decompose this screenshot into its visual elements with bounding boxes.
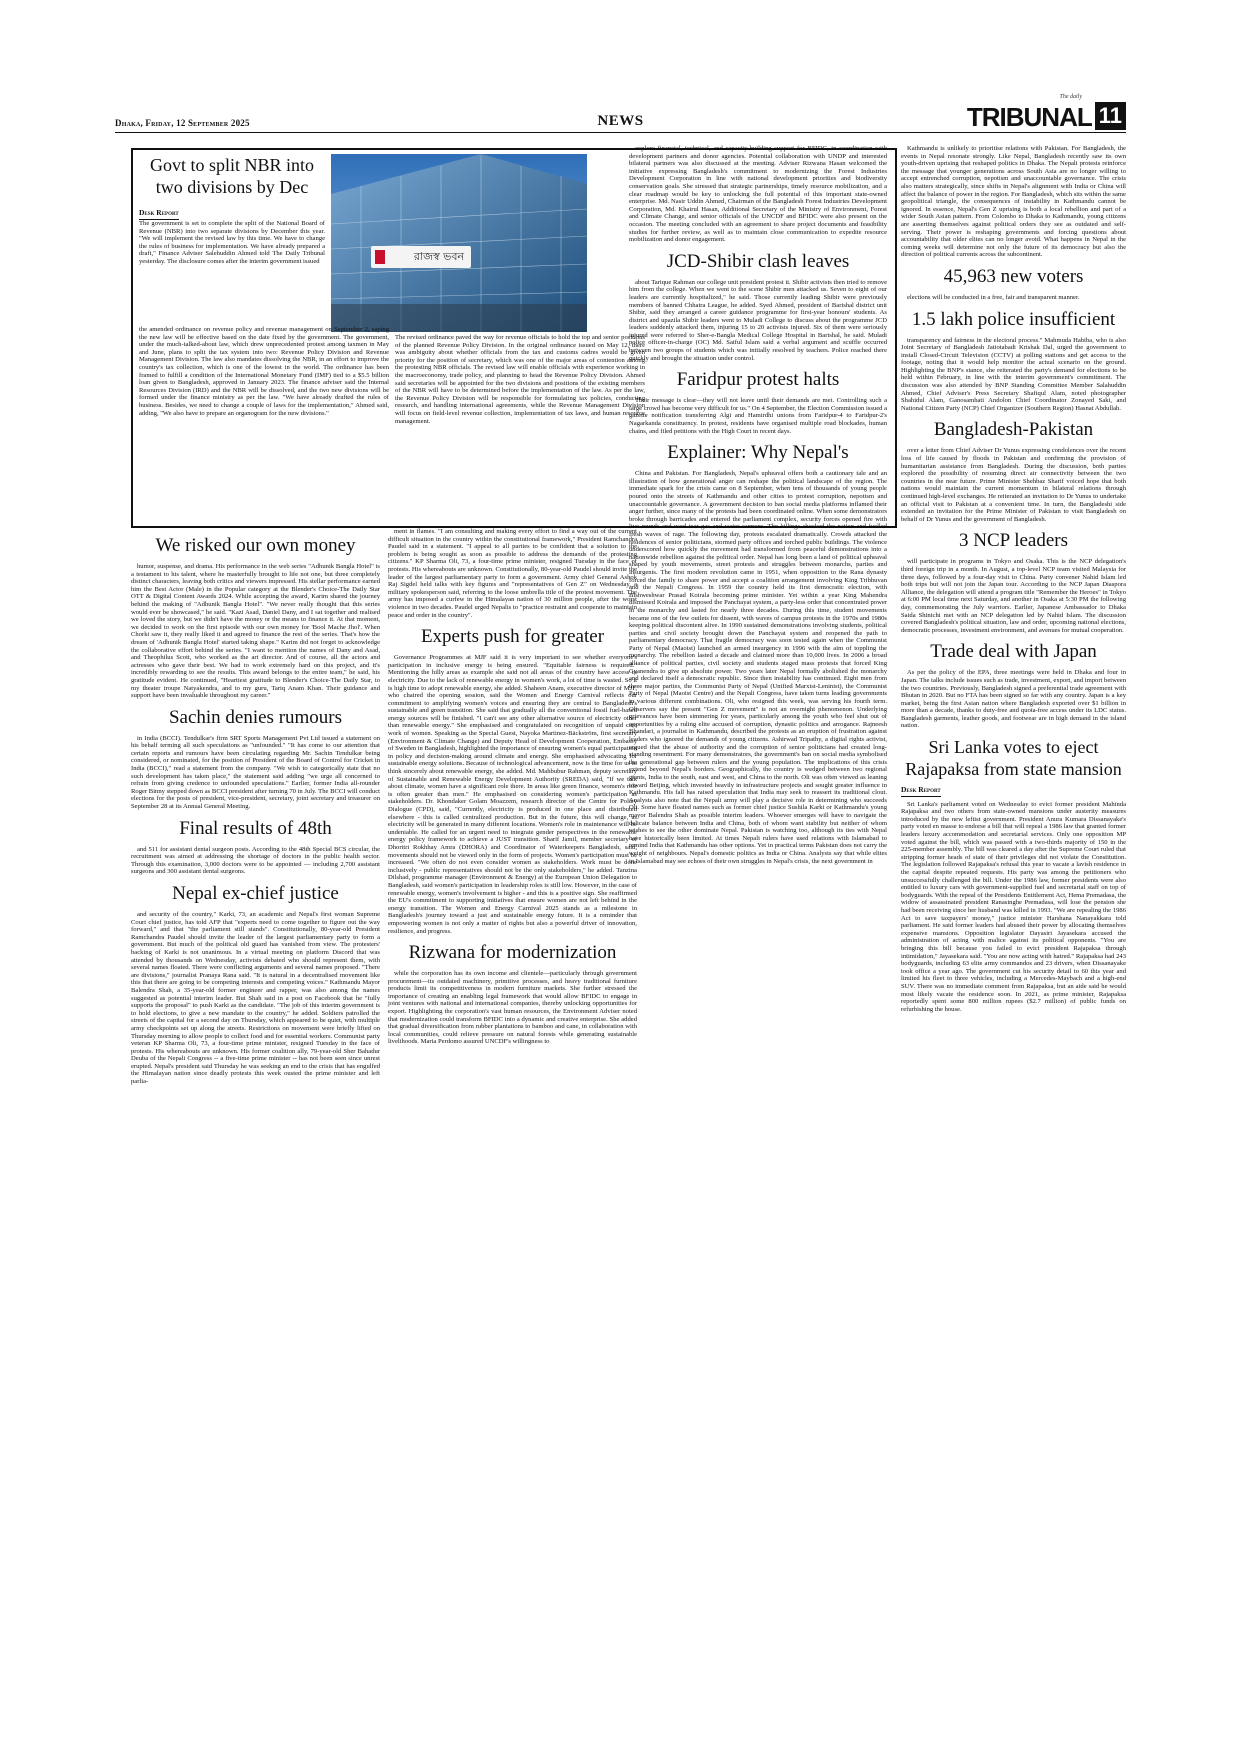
logo-tagline: The daily	[1059, 94, 1082, 100]
page-number: 11	[1095, 102, 1126, 130]
nbr-building-photo	[331, 154, 587, 332]
headline: Experts push for greater	[420, 626, 605, 648]
headline: 1.5 lakh police insufficient	[911, 308, 1116, 330]
newspaper-logo	[966, 94, 1126, 132]
headline: 45,963 new voters	[943, 265, 1084, 287]
column-3	[629, 145, 887, 865]
article-text: Governance Programmes at MJF said it is very important to see whether everyone's participation in inclusive energy is being ensured. "Equitable fairness is required." Mentioning the hilly areas as example she said not all areas of the country have access to electricity. Due to the lack of renewable energy in women's work, a lot of time is wasted. So it is high time to adopt renewable energy, she added. Shaheen Anam, executive director of MJF, who chaired the opening session, said the Women and Energy Carnival reflects our commitment to amplifying women's voices and ensuring they are central to Bangladesh's sustainable and green transition. She said that gradually all the conventional fossil fuel-based energy sources will be finished. "I can't see any other alternative source of electricity other than renewable energy." She emphasised and congratulated on recognition of unpaid care work of women. Speaking as the Special Guest, Nayoka Martinez-Bäckström, first secretary (Environment & Climate Change) and Deputy Head of Development Cooperation, Embassy of Sweden in Bangladesh, highlighted the importance of ensuring women's equal participation in policy and decision-making around climate and energy. She emphasised advocating for sustainable energy solutions. Because of technological advancement, now is the time for us to think sincerely about renewable energy, she added. Md. Mahbubur Rahman, deputy secretary of Sustainable and Renewable Energy Development Authority (SREDA) said, "If we talk about climate, women have a significant role there. In areas like green finance, women's role is often greater than men." He emphasised on considering women's participation as stakeholders. Dr. Khondaker Golam Moazzem, research director of the Centre for Policy Dialogue (CPD), said, "Currently, electricity is produced in one place and distributed elsewhere - this is called centralized production. But in the future, this will change, as electricity will be generated in many different locations. Women's role in maintenance will be undeniable. He called for an urgent need to integrate gender perspectives in the renewable energy policy framework to achieve a JUST transition. Sharif Jamil, member secretary of Dhoritri Rokhhay Amra (DHORA) and Coordinator of Waterkeepers Bangladesh, said, movements should not be viewed only in the form of projects. Women's participation must be increased. "We often do not even consider women as stakeholders. Work must be done inclusively - public representatives should not be the only stakeholders," he added. Tanzina Dilshad, programme manager (Environment & Energy) at the European Union Delegation to Bangladesh, said women's participation in leadership roles is still low. However, in the case of renewable energy, women's involvement is higher - and this is a positive sign. She reaffirmed the EU's commitment to supporting initiatives that ensure women are not left behind in the energy transition. The Women and Energy Carnival 2025 stands as a milestone in Bangladesh's journey toward a just and sustainable energy future. It is a reminder that empowering women is not only a matter of rights but also a powerful driver of innovation, resilience, and progress.	[388, 654, 637, 935]
article-text: ment in flames. "I am consulting and making every effort to find a way out of the current difficult situation in the country within the constitutional framework," President Ramchandra Paudel said in a statement. "I appeal to all parties to be confident that a solution to the problem is being sought as soon as possible to address the demands of the protesting citizens." KP Sharma Oli, 73, a four-time prime minister, resigned Tuesday in the face of protests. His whereabouts are unknown. Constitutionally, 80-year-old Paudel should invite the leader of the largest parliamentary party to form a government. Army chief General Ashok Raj Sigdel held talks with key figures and "representatives of Gen Z" on Wednesday, a military spokesperson said, referring to the loose umbrella title of the protest movement. The army has imposed a curfew in the Himalayan nation of 30 million people, after the worst violence in two decades. Paudel urged Nepalis to "practice restraint and cooperate to maintain peace and order in the country".	[388, 528, 637, 619]
column-4	[901, 145, 1126, 1013]
article-text: explore financial, technical, and capacity-building support for BFIDC, in coordination with development partners and donor agencies. Potential collaboration with UNDP and interested bilateral partners was also discussed at the meeting. Adviser Rizwana Hasan welcomed the initiative expressing Bangladesh's commitment to modernizing the Forest Industries Development Corporation in line with national development priorities and biodiversity conservation goals. She stressed that strategic partnerships, timely resource mobilization, and a clear roadmap would be key to unlocking the full potential of this important state-owned enterprise. Md. Nasir Uddin Ahmed, Chairman of the Bangladesh Forest Industries Development Corporation, Md. Khairul Hasan, Additional Secretary of the Ministry of Environment, Forest and Climate Change, and senior officials of the UNCDF and BFIDC were also present on the occasion. The meeting concluded with an agreement to share project documents and feasibility studies for further review, as well as to maintain close communication to expedite resource mobilization and donor engagement.	[629, 145, 887, 244]
headline: Trade deal with Japan	[930, 641, 1097, 663]
article-text: while the corporation has its own income and clientele—particularly through government procurement—its outdated machinery, primitive processes, and heavy traditional furniture products limit its competitiveness in modern furniture markets. She further stressed the importance of creating an enabling legal framework that would allow BFIDC to engage in joint ventures with national and international companies, thereby unlocking opportunities for export. Highlighting the corporation's vast human resources, the Environment Adviser noted that modernization could transform BFIDC into a dynamic and creative enterprise. She added that gradual diversification from rubber plantations to bamboo and cane, in collaboration with local communities, could relieve pressure on natural forests while generating sustainable livelihoods. Maria Perdomo assured UNCDF's willingness to	[388, 970, 637, 1046]
lead-body-1: The government is set to complete the split of the National Board of Revenue (NBR) into two separate divisions by December this year. "We will implement the revised law by this time. We have to change the rules of business for implementation. We have already prepared a draft," Finance Adviser Salehuddin Ahmed told The Daily Tribunal yesterday. The disclosure comes after the interim government issued	[139, 220, 325, 265]
byline: Desk Report	[901, 786, 941, 797]
section-title: NEWS	[597, 113, 644, 129]
headline: We risked our own money	[155, 535, 356, 556]
article-text: about Tarique Rahman our college unit president protest it. Shibir activists then tried to remove him from the college. When we went to the scene Shibir men attacked us. Seven to eight of our leaders are currently hospitalized," he said. Those currently leading Shibir were previously members of banned Chhatra League, he added. Syed Ahmed, president of Barishal district unit Shibir, said they arranged a career guidance programme for first-year honours' students. As district and upazila Shibir leaders went to Muladi College to discuss about the programme JCD leaders suddenly attacked them, injuring 15 to 20 activists injured. Six of them were seriously injured were referred to Sher-e-Bangla Medical College Hospital in Barishal, he said. Muladi police officer-in-charge (OC) Md. Saiful Islam said a verbal argument and scuffle occurred between two groups of students which was initially resolved by teachers. Police reached there quickly and brought the situation under control.	[629, 278, 887, 362]
headline: Explainer: Why Nepal's	[667, 442, 849, 464]
headline: Final results of 48th	[179, 817, 332, 839]
headline: Rizwana for modernization	[408, 942, 617, 964]
article-text: Kathmandu is unlikely to prioritise relations with Pakistan. For Bangladesh, the events in Nepal resonate strongly. Like Nepal, Bangladesh recently saw its own youth-driven uprising that reshaped politics in Dhaka. The Nepali protests reinforce the message that younger generations across South Asia are no longer willing to accept entrenched corruption, nepotism and unaccountable governance. The crisis also matters strategically, since shifts in Nepal's alignment with India or China will affect the balance of power in the region. For Bangladesh, which sits within the same geopolitical triangle, the consequences of instability in Kathmandu cannot be ignored. In essence, Nepal's Gen Z uprising is both a local rebellion and part of a wider South Asian pattern. From Colombo to Dhaka to Kathmandu, young citizens are asserting themselves against political orders they see as outdated and self-serving. Their power is reshaping governments and forcing questions about accountability that older elites can no longer avoid. What happens in Nepal in the coming weeks will determine not only the future of its democracy but also the direction of political currents across the subcontinent.	[901, 145, 1126, 259]
headline: Faridpur protest halts	[676, 369, 840, 391]
article-text: Sri Lanka's parliament voted on Wednesday to evict former president Mahinda Rajapaksa and two others from state-owned mansions under austerity measures introduced by the new leftist government. President Anura Kumara Dissanayake's party voted en masse to endorse a bill that will repeal a 1986 law that granted former leaders luxury accommodation and secretarial services. Only one opposition MP voted against the bill, which was passed with a two-thirds majority of 150 in the 225-member assembly. The bill was cleared a day after the Supreme Court ruled that stripping former heads of state of their privileges did not violate the Constitution. The legislation followed Rajapaksa's refusal this year to vacate a lavish residence in the capital despite repeated requests. His party was among the petitioners who unsuccessfully challenged the bill. Under the 1986 law, former presidents were also entitled to luxury cars with government-supplied fuel and secretarial staff on top of bodyguards. With the repeal of the Presidents Entitlement Act, Hema Premadasa, the widow of assassinated president Ranasinghe Premadasa, will lose the pension she had been receiving since her husband was killed in 1993. "We are repealing the 1986 Act to save taxpayers' money," justice minister Harshana Nanayakkara told parliament. He said former leaders had abused their power by allocating themselves expensive mansions. Opposition legislator Dayasiri Jayasekara accused the administration of acting with malice against its political opponents. "You are bringing this bill because you failed to evict president Rajapaksa through intimidation," Jayasekara said. "You are now acting with hatred." Rajapaksa had 243 bodyguards, including 63 elite army commandos and 23 drivers, when Dissanayake took office a year ago. The government cut his security detail to 60 this year and limited his fleet to three vehicles, including a Mercedes-Maybach and a high-end SUV. There was no immediate comment from Rajapaksa, but an aide said he would most likely vacate the residence soon. In 2021, as prime minister, Rajapaksa reportedly spent some 800 million rupees ($2.7 million) of public funds on refurbishing the house.	[901, 800, 1126, 1013]
column-1	[131, 528, 380, 1086]
logo-name: TRIBUNAL	[966, 102, 1092, 132]
lead-headline: Govt to split NBR into two divisions by Dec	[149, 155, 315, 197]
article-text: Their message is clear—they will not leave until their demands are met. Controlling such a large crowd has become very difficult for us." On 4 September, the Election Commission issued a gazette notification transferring Algi and Hamirdhi unions from Faridpur-4 to Faridpur-2's Nagarkanda constituency. In protest, residents have organised multiple road blockades, human chains, and filed petitions with the High Court in recent days.	[629, 397, 887, 435]
article-text: China and Pakistan. For Bangladesh, Nepal's upheaval offers both a cautionary tale and an illustration of how generational anger can reshape the political landscape of the region. The immediate spark for the crisis came on 8 September, when tens of thousands of young people poured onto the streets of Kathmandu and other cities to protest corruption, nepotism and unaccountable governance. A government decision to ban social media platforms inflamed their anger further, since many of the protests had been coordinated online. When some demonstrators broke through barricades and entered the parliament complex, security forces opened fire with live rounds and used tear gas and water cannons. The killings shocked the nation and fuelled fresh waves of rage. The following day, protests escalated dramatically. Crowds attacked the residences of senior politicians, stormed party offices and torched public buildings. The violence underscored how quickly the movement had transformed from peaceful demonstrations into a nationwide rebellion against the political order. Nepal has long been a land of political upheaval shaped by youth movements, street protests and struggles between monarchs, parties and insurgents. The first modern revolution came in 1951, when opposition to the Rana dynasty forced the family to share power and accept a coalition arrangement involving King Tribhuvan and the Nepali Congress. In 1959 the country held its first democratic election, with Bishweshwar Prasad Koirala becoming prime minister. Yet within a year King Mahendra dismissed Koirala and imposed the Panchayat system, a party-less order that concentrated power in the monarchy and lasted for nearly three decades. During this time, student movements became one of the few outlets for dissent, with waves of campus protests in the 1970s and 1980s keeping political discontent alive. In 1990 sustained demonstrations involving students, political parties and civil society brought down the Panchayat system and reopened the path to parliamentary democracy. That fragile democracy was soon tested again when the Communist Party of Nepal (Maoist) launched an armed insurgency in 1996 with the aim of toppling the monarchy. The rebellion lasted a decade and claimed more than 10,000 lives. In 2006 a broad alliance of political parties, civil society and students staged mass protests that forced King Gyanendra to give up absolute power. Two years later Nepal formally abolished the monarchy and declared itself a democratic republic. Since then instability has continued. Eight men from three major parties, the Communist Party of Nepal (Unified Marxist-Leninist), the Communist Party of Nepal (Maoist Centre) and the Nepali Congress, have taken turns leading governments in various different combinations. Oli, who resigned this week, was serving his fourth term. Observers say the present "Gen Z movement" is not an overnight phenomenon. Underlying grievances have been simmering for years, particularly among the youth who feel shut out of opportunities by a ruling elite accused of corruption, dynastic politics and arrogance. Rajneesh Bhandari, a journalist in Kathmandu, described the protests as an eruption of frustration against leaders who ignored the demands of young citizens. Ashirwad Tripathy, a digital rights activist, argued that the abuse of authority and the corruption of senior politicians had created long-standing resentment. For many demonstrators, the government's ban on social media symbolised the generational gap between rulers and the young population. The implications of this crisis extend beyond Nepal's borders. Geographically, the country is wedged between two regional giants, India to the south, east and west, and China to the north. Oli was often viewed as leaning toward Beijing, which invested heavily in infrastructure projects and sought greater influence in Kathmandu. His fall has raised speculation that India may seek to reassert its traditional clout. Analysts also note that the Nepali army will play a decisive role in determining who succeeds Oli. Some have floated names such as former chief justice Sushila Karki or Kathmandu's young mayor Balendra Shah as possible interim leaders. Whoever emerges will have to navigate the delicate balance between India and China, both of whom want stability but neither of whom wishes to see the other dominate Nepal. Pakistan is watching too, although its ties with Nepal have historically been limited. At times Nepali rulers have used relations with Islamabad to remind India that Kathmandu has other options. Yet in practical terms Pakistan does not carry the weight of neighbours. Nepal's domestic politics as India or China. Analysts say that while elites in Islamabad may see echoes of their own struggles in Nepal's crisis, the next government in	[629, 470, 887, 865]
photo-sign-text: রাজস্ব ভবন	[413, 250, 465, 263]
lead-body-3: The revised ordinance paved the way for revenue officials to hold the top and senior positions of the planned Revenue Policy Division. In the original ordinance issued on May 12, there was ambiguity about whether officials from the tax and customs cadres would be given priority for the position of secretary, which was one of the major areas of contention among the protesting NBR officials. The revised law will enable officials with experience working in the macroeconomy, trade policy, and planning to head the Revenue Policy Division. Ahmed said secretaries will be appointed for the two divisions and positions of the existing members of the NBR will have to be determined before the implementation of the law. As per the law, the Revenue Policy Division will be responsible for formulating tax policies, conducting research, and handling international agreements, while the Revenue Management Division will focus on field-level revenue collection, implementation of tax laws, and human resource management.	[395, 334, 645, 425]
article-text: over a letter from Chief Adviser Dr Yunus expressing condolences over the recent loss of life caused by floods in Pakistan and confirming the provision of humanitarian assistance from Bangladesh. During the discussion, both parties explored the possibility of resuming direct air connectivity between the two countries in the near future. Prime Minister Shehbaz Sharif voiced hope that both nations would maintain the current momentum in bilateral relations through continued high-level exchanges. He reiterated an invitation to Dr Yunus to undertake an official visit to Pakistan at a convenient time. In turn, the Bangladeshi side extended an invitation for the Prime Minister of Pakistan to visit Bangladesh on behalf of Dr Yunus and the government of Bangladesh.	[901, 447, 1126, 523]
article-text: elections will be conducted in a free, fair and transparent manner.	[907, 293, 1080, 301]
headline: JCD-Shibir clash leaves	[666, 250, 850, 272]
article-text: in India (BCCI). Tendulkar's firm SRT Sports Management Pvt Ltd issued a statement on his behalf terming all such speculations as "unfounded." "It has come to our attention that certain reports and rumours have been circulating regarding Mr. Sachin Tendulkar being considered, or nominated, for the position of President of the Board of Control for Cricket in India (BCCI)," read a statement from the company. "We wish to categorically state that no such development has taken place," the statement said adding "we urge all concerned to refrain from giving credence to unfounded speculations." Earlier, former India all-rounder Roger Binny stepped down as BCCI president after turning 70 in July. The BCCI will conduct elections for the posts of president, vice-president, secretary, joint secretary and treasurer on September 28 at its Annual General Meeting.	[131, 734, 380, 811]
article-text: transparency and fairness in the electoral process." Mahmuda Habiba, who is also Joint Secretary of Bangladesh Jatiotabadi Krishak Dal, urged the government to install Closed-Circuit Television (CCTV) at polling stations and get access to the footage, noting that it would help monitor the actual scenario on the ground. Highlighting the BNP's stance, she reiterated the party's demand for elections to be held within February, in line with the interim government's commitment. The discussion was also attended by BNP Standing Committee Member Salahuddin Ahmed, Chief Adviser's Press Secretary Shafiqul Alam, noted photographer Shahidul Alam, Ganosamhati Andolon Chief Coordinator Zonayed Saki, and National Citizen Party (NCP) Chief Organizer (Southern Region) Hasnat Abdullah.	[901, 336, 1126, 412]
headline: Bangladesh-Pakistan	[933, 419, 1094, 441]
article-text: As per the policy of the EPA, three meetings were held in Dhaka and four in Japan. The talks include issues such as trade, investment, export, and import between the two countries. Previously, Bangladesh signed a preferential trade agreement with Bhutan in 2020. But no FTA has been signed so far with any country. Japan is a key market, being the first Asian nation where Bangladesh exported over $1 billion in more than a decade, thanks to duty-free and quota-free access under its LDC status. Bangladesh garments, leather goods, and footwear are in high demand in the island nation.	[901, 669, 1126, 730]
column-2	[388, 528, 637, 1046]
headline: Sachin denies rumours	[168, 706, 343, 728]
headline: 3 NCP leaders	[958, 530, 1069, 552]
article-text: humor, suspense, and drama. His performance in the web series "Adhunik Bangla Hotel" is a testament to his talent, where he masterfully brought to life not one, but three completely distinct characters, leaving both critics and viewers impressed. His stellar performance earned him the Best Actor (Male) in the Popular category at the Blender's Choice-The Daily Star OTT & Digital Content Awards 2024. While accepting the award, Karim shared the journey behind the making of "Adhunik Bangla Hotel". "We never really thought that this series would ever be showcased," he said. "Kazi Asad, Daniel Dany, and I sat together and realised we loved the story, but we didn't have the money or the means to finance it. At that moment, we decided to work on the first episode with our own money for 'Bool Mache Jhol'. When Chorki saw it, they really liked it and agreed to finance the rest of the series. That's how the dream of 'Adhunik Bangla Hotel' started taking shape." Karim did not forget to acknowledge the collaborative effort behind the series. "I want to mention the names of Dany and Asad, and Theophilus Scott, who worked as the art director. And of course, all the actors and actresses who gave their best. We had to work extremely hard on this project, and it's incredibly rewarding to see the results. This award belongs to the entire team," he said, his gratitude evident. He continued, "Heartiest gratitude to Blender's Choice-The Daily Star, to my theater troupe Natyakendra, and to my guru, Tariq Anam Khan. Their guidance and support have been invaluable throughout my career."	[131, 563, 380, 700]
dateline: Dhaka, Friday, 12 September 2025	[115, 118, 250, 128]
article-text: will participate in programs in Tokyo and Osaka. This is the NCP delegation's third foreign trip in a month. In August, a top-level NCP team visited Malaysia for three days, followed by a four-day visit to China. Party convener Nahid Islam led both trips but will not join the Japan tour. According to the NCP Japan Diaspora Alliance, the delegation will attend a program title "Remember the Heroes" in Tokyo at 6:00 PM local time next Saturday, and another in Osaka at 5:30 PM the following day, commemorating the July warriors. Earlier, Japanese Ambassador to Dhaka Saida Shinichi met with an NCP delegation led by Nahid Islam. The discussion covered Bangladesh's political situation, law and order, upcoming national elections, democratic processes, investment environment, and avenues for mutual cooperation.	[901, 558, 1126, 634]
masthead	[115, 94, 1126, 133]
headline: Sri Lanka votes to eject Rajapaksa from state mansion	[905, 737, 1122, 780]
lead-byline: Desk Report	[139, 208, 179, 220]
article-text: and 511 for assistant dental surgeon posts. According to the 48th Special BCS circular, the recruitment was aimed at addressing the shortage of doctors in the public health sector. Through this examination, 3,000 doctors were to be appointed — including 2,700 assistant surgeons and 300 assistant dental surgeons.	[131, 845, 380, 876]
lead-body-2: the amended ordinance on revenue policy and revenue management on September 2, saying the new law will be effective based on the date fixed by the government. The government, under the much-talked-about law, which drew unprecedented protest among taxmen in May and June, plans to split the tax system into two: Revenue Policy Division and Revenue Management Division. The law also mandates dissolving the NBR, in an effort to improve the country's tax collection, which is one of the lowest in the world. The ordinance has been framed to fulfill a condition of the International Monetary Fund (IMF) tied to a $5.5 billion loan given to Bangladesh, approved in January 2023. The finance adviser said the Internal Resources Division (IRD) and the NBR will be dissolved, and the two new divisions will be formed under the finance ministry as per the law. "We have already drafted the rules of business. Besides, we need to change a couple of laws for the implementation," Ahmed said, adding, "We also have to prepare an organogram for the new divisions."	[139, 326, 389, 417]
article-text: and security of the country," Karki, 73, an academic and Nepal's first woman Supreme Court chief justice, has told AFP that "experts need to come together to figure out the way forward," and that "the parliament still stands". Constitutionally, 80-year-old President Ramchandra Paudel should invite the leader of the largest parliamentary party to form a government. But much of the political old guard has vanished from view. The protesters' backing of Karki is not unanimous. In a virtual meeting on platform Discord that was attended by thousands on Wednesday, activists debated who should represent them, with several names floated. There were conflicting arguments and several names proposed. "There are divisions," journalist Pranaya Rana said. "It is natural in a decentralised movement like this that there are going to be competing interests and competing voices." Kathmandu Mayor Balendra Shah, a 35-year-old former engineer and rapper, was also among the names suggested as potential interim leader. But Shah said in a post on Facebook that he "fully supports the proposal" to push Karki as the candidate. "The job of this interim government is to hold elections, to give a new mandate to the country," he added. Soldiers patrolled the streets of the capital for a second day on Thursday, which appeared to be quiet, with multiple army checkpoints set up along the streets. Restrictions on movement were briefly lifted on Thursday morning to allow people to collect food and for essential workers. Communist party veteran KP Sharma Oli, 73, a four-time prime minister, resigned Tuesday in the face of protests. His whereabouts are unknown. His former coalition ally, 79-year-old Sher Bahadur Deuba of the Nepali Congress -- a five-time prime minister -- has not been seen since unrest erupted. Nepal's president said Thursday he was seeking an end to the crisis that has engulfed the Himalayan nation since deadly protests this week ousted the prime minister and left parlia-	[131, 911, 380, 1086]
headline: Nepal ex-chief justice	[172, 883, 339, 904]
